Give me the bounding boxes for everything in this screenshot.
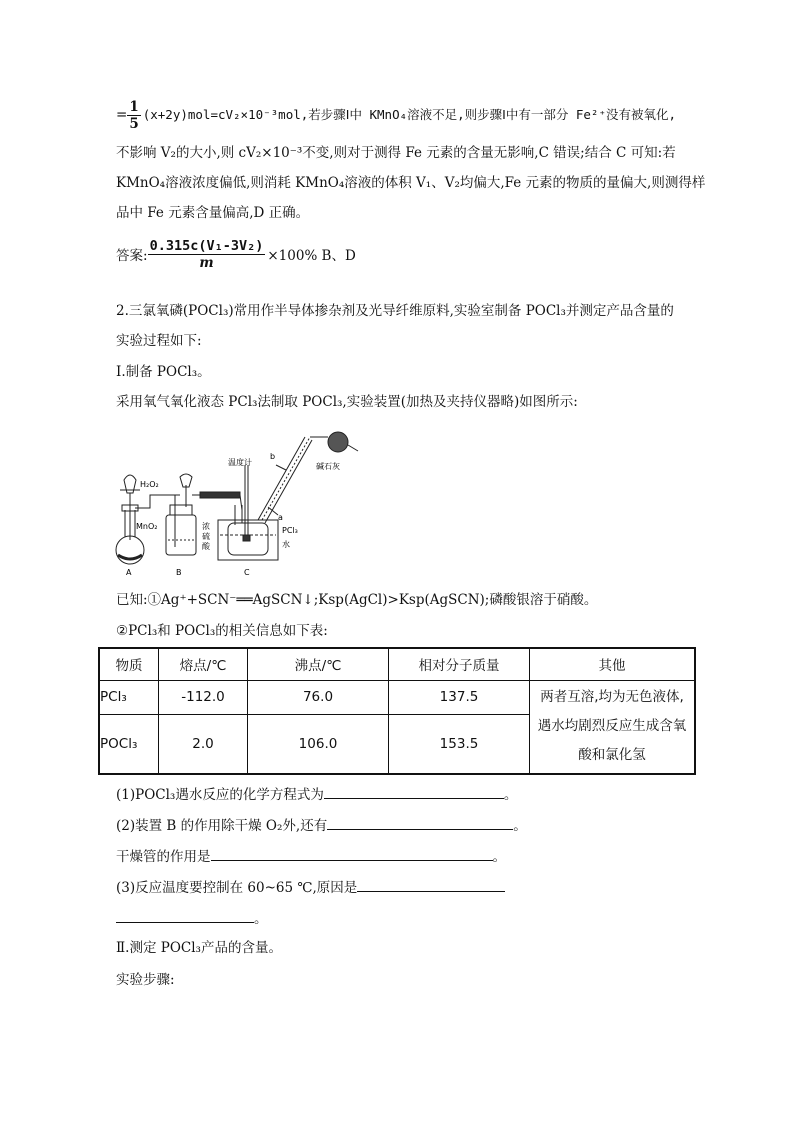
answer-tail: ×100% B、D [267, 248, 356, 264]
answer-blank[interactable] [357, 877, 505, 892]
table-cell: 2.0 [159, 714, 248, 774]
question-1: (1)POCl₃遇水反应的化学方程式为 。 [116, 784, 517, 805]
method-text: 采用氧气氧化液态 PCl₃法制取 POCl₃,实验装置(加热及夹持仪器略)如图所示: [116, 394, 578, 410]
para1-line1: = $\frac{1}{5}$ (x+2y)mol=cV₂×10⁻³mol,若步骤Ⅰ中 KMnO₄溶液不足,则步骤Ⅰ中有一部分 Fe²⁺没有被氧化, [116, 99, 676, 132]
table-header: 沸点/℃ [248, 648, 389, 680]
part1-title: Ⅰ.制备 POCl₃。 [116, 364, 211, 380]
table-cell: 137.5 [389, 680, 530, 714]
answer-label: 答案: [116, 248, 148, 264]
table-cell: 76.0 [248, 680, 389, 714]
label-mno2: MnO₂ [136, 522, 158, 531]
table-header: 其他 [530, 648, 696, 680]
table-cell: 106.0 [248, 714, 389, 774]
label-A: A [126, 568, 132, 577]
label-B: B [176, 568, 182, 577]
table-cell: 153.5 [389, 714, 530, 774]
label-acid: 酸 [202, 542, 210, 551]
answer-blank[interactable] [211, 846, 493, 861]
question-3: (3)反应温度要控制在 60~65 ℃,原因是 [116, 877, 505, 898]
question-2: (2)装置 B 的作用除干燥 O₂外,还有 。 [116, 815, 527, 836]
table-header: 物质 [99, 648, 159, 680]
table-header-row [99, 648, 695, 680]
question-2b: 干燥管的作用是 。 [116, 846, 506, 867]
table-header: 熔点/℃ [159, 648, 248, 680]
para1-line3: KMnO₄溶液浓度偏低,则消耗 KMnO₄溶液的体积 V₁、V₂均偏大,Fe 元素的物质的量偏大,则测得样 [116, 175, 706, 191]
answer-fraction: $\frac{\text{0.315c(V₁-3V₂)}}{m}$ [149, 238, 264, 271]
table-row [99, 680, 695, 714]
q2-intro-1: 2.三氯氧磷(POCl₃)常用作半导体掺杂剂及光导纤维原料,实验室制备 POCl₃并测定产品含量的 [116, 303, 674, 319]
fraction-one-fifth: $\frac{1}{5}$ [129, 99, 139, 132]
table-cell: POCl₃ [99, 714, 159, 774]
properties-table [98, 647, 696, 775]
para1-line4: 品中 Fe 元素含量偏高,D 正确。 [116, 205, 310, 221]
label-C: C [244, 568, 250, 577]
known-1: 已知:①Ag⁺+SCN⁻══AgSCN↓;Ksp(AgCl)>Ksp(AgSCN);磷酸银溶于硝酸。 [116, 592, 598, 608]
label-water: 水 [282, 540, 290, 549]
answer-blank[interactable] [116, 908, 254, 923]
table-cell-other: 两者互溶,均为无色液体, 遇水均剧烈反应生成含氧 酸和氯化氢 [530, 680, 696, 774]
label-h2o2: H₂O₂ [140, 480, 159, 489]
label-sulf: 硫 [202, 532, 210, 541]
para1-line2: 不影响 V₂的大小,则 cV₂×10⁻³不变,则对于测得 Fe 元素的含量无影响,C 错误;结合 C 可知:若 [116, 145, 676, 161]
label-thermometer: 温度计 [228, 458, 252, 467]
table-cell: PCl₃ [99, 680, 159, 714]
answer-line [116, 238, 356, 271]
q2-intro-2: 实验过程如下: [116, 333, 202, 349]
apparatus-figure [110, 425, 360, 577]
table-header: 相对分子质量 [389, 648, 530, 680]
label-soda-lime: 碱石灰 [316, 462, 340, 471]
part2-title: Ⅱ.测定 POCl₃产品的含量。 [116, 940, 282, 956]
label-conc: 浓 [202, 522, 210, 531]
part2-steps: 实验步骤: [116, 972, 175, 988]
label-pcl3: PCl₃ [282, 526, 298, 535]
answer-blank[interactable] [324, 784, 504, 799]
answer-blank[interactable] [327, 815, 513, 830]
question-3-cont: 。 [116, 908, 268, 929]
known-2: ②PCl₃和 POCl₃的相关信息如下表: [116, 623, 328, 639]
table-cell: -112.0 [159, 680, 248, 714]
label-b: b [270, 452, 276, 461]
label-a: a [278, 513, 283, 522]
